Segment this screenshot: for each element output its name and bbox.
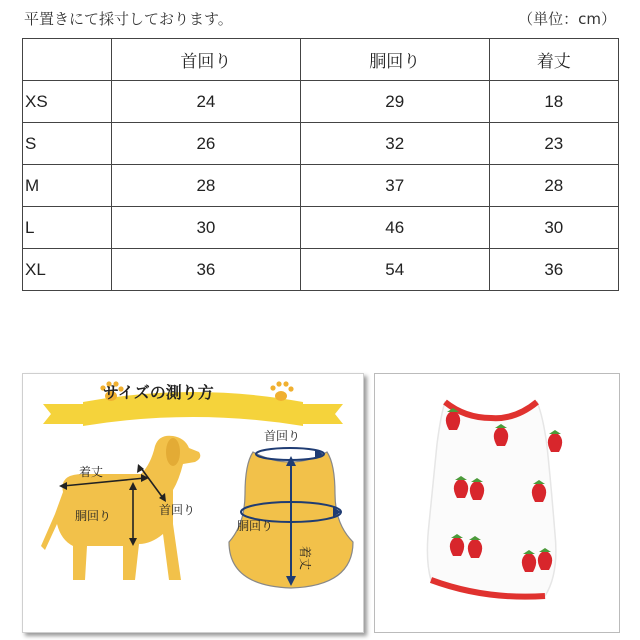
neck-value: 36 [112, 249, 301, 291]
neck-value: 28 [112, 165, 301, 207]
table-row [23, 207, 619, 249]
neck-value: 30 [112, 207, 301, 249]
table-row [23, 249, 619, 291]
chest-value: 46 [300, 207, 489, 249]
size-label: L [23, 207, 112, 249]
vest-diagram [229, 448, 353, 588]
chest-value: 54 [300, 249, 489, 291]
chest-value: 32 [300, 123, 489, 165]
table-header-row [23, 39, 619, 81]
table-corner-cell [23, 39, 112, 81]
strawberry-vest-photo [375, 374, 619, 632]
chest-value: 37 [300, 165, 489, 207]
size-label: M [23, 165, 112, 207]
measurement-guide [22, 373, 364, 633]
size-label: S [23, 123, 112, 165]
table-row [23, 123, 619, 165]
vest-neck-label: 首回り [264, 429, 301, 443]
strawberry-icon [548, 430, 562, 452]
dog-length-label: 着丈 [79, 465, 104, 479]
measurement-guide-illustration [23, 374, 363, 632]
column-header-chest: 胴回り [300, 39, 489, 81]
size-table [22, 38, 619, 291]
neck-value: 26 [112, 123, 301, 165]
neck-value: 24 [112, 81, 301, 123]
column-header-neck: 首回り [112, 39, 301, 81]
length-value: 28 [489, 165, 618, 207]
dog-neck-label: 首回り [159, 503, 196, 517]
column-header-length: 着丈 [489, 39, 618, 81]
vest-chest-label: 胴回り [237, 519, 274, 533]
vest-length-label: 着丈 [298, 546, 312, 571]
length-value: 36 [489, 249, 618, 291]
size-label: XL [23, 249, 112, 291]
dog-chest-label: 胴回り [75, 509, 112, 523]
table-row [23, 81, 619, 123]
length-value: 18 [489, 81, 618, 123]
chest-value: 29 [300, 81, 489, 123]
size-label: XS [23, 81, 112, 123]
guide-title: サイズの測り方 [103, 383, 214, 402]
unit-note: （単位：cm） [518, 10, 616, 28]
measurement-note: 平置きにて採寸しております。 [24, 10, 233, 28]
table-row [23, 165, 619, 207]
length-value: 23 [489, 123, 618, 165]
product-photo [374, 373, 620, 633]
length-value: 30 [489, 207, 618, 249]
